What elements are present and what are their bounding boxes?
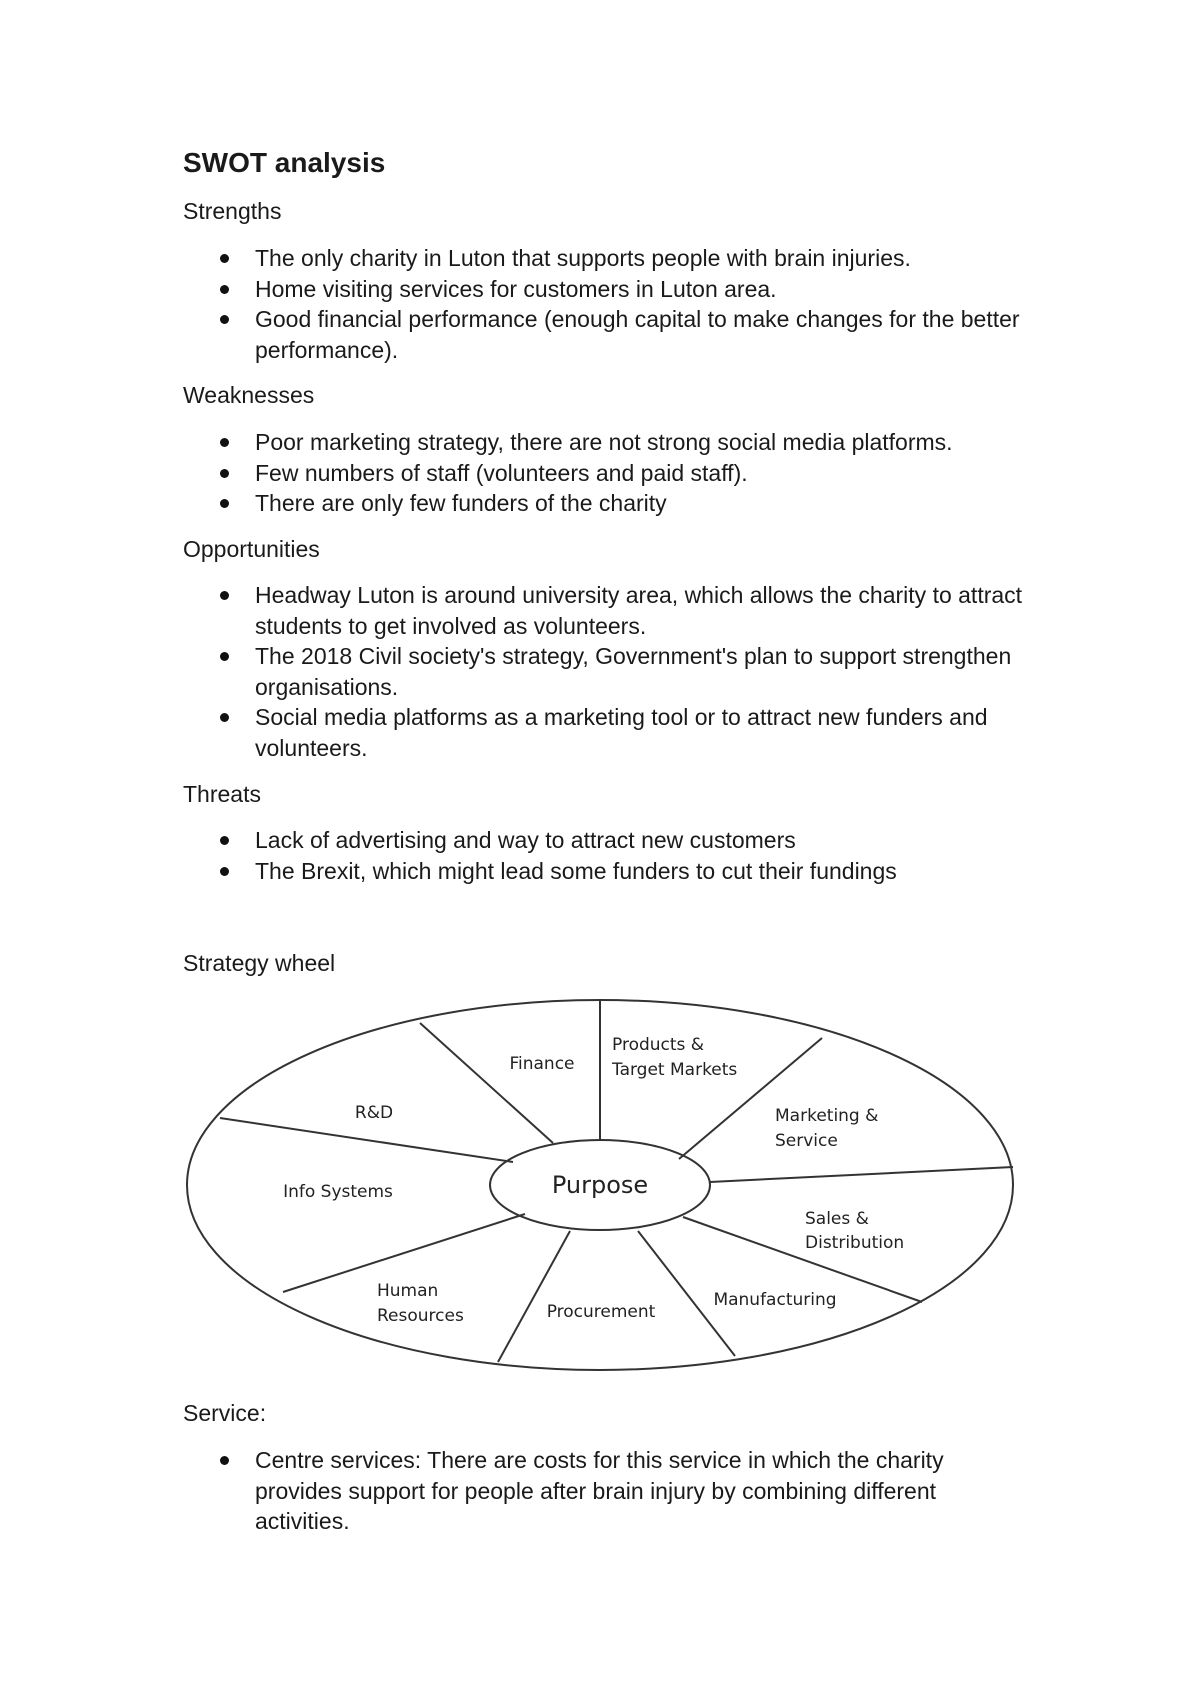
list-item: Centre services: There are costs for this service in which the charity provides support for people after brain injury by combining different activities. <box>183 1445 1023 1537</box>
list-item: Social media platforms as a marketing tool or to attract new funders and volunteers. <box>183 702 1023 763</box>
spoke <box>710 1167 1013 1182</box>
spoke <box>420 1023 553 1143</box>
list-item: Poor marketing strategy, there are not strong social media platforms. <box>183 427 1023 458</box>
list-item: Few numbers of staff (volunteers and paid staff). <box>183 458 1023 489</box>
segment-sales-label-line1: Sales & <box>805 1209 869 1229</box>
segment-procurement-label: Procurement <box>546 1302 656 1322</box>
strengths-list <box>183 243 1023 365</box>
segment-hr-label-line1: Human <box>377 1281 439 1301</box>
weaknesses-list <box>183 427 1023 519</box>
segment-marketing-label-line1: Marketing & <box>775 1106 879 1126</box>
list-item: Lack of advertising and way to attract new customers <box>183 825 1023 856</box>
segment-finance-label: Finance <box>509 1054 575 1074</box>
page-title: SWOT analysis <box>183 147 386 178</box>
strategy-wheel-heading: Strategy wheel <box>183 950 336 976</box>
list-item: The Brexit, which might lead some funders to cut their fundings <box>183 856 1023 887</box>
list-item: Home visiting services for customers in Luton area. <box>183 274 1023 305</box>
list-item: There are only few funders of the charity <box>183 488 1023 519</box>
list-item: The only charity in Luton that supports people with brain injuries. <box>183 243 1023 274</box>
spoke <box>220 1118 513 1162</box>
opportunities-list <box>183 580 1023 763</box>
list-item: Good financial performance (enough capital to make changes for the better performance). <box>183 304 1023 365</box>
service-list <box>183 1445 1023 1537</box>
segment-info-systems-label: Info Systems <box>283 1182 393 1202</box>
center-label: Purpose <box>551 1171 649 1199</box>
spoke <box>498 1231 570 1362</box>
threats-heading: Threats <box>183 781 261 807</box>
segment-manufacturing-label: Manufacturing <box>713 1290 837 1310</box>
weaknesses-heading: Weaknesses <box>183 382 315 408</box>
list-item: The 2018 Civil society's strategy, Government's plan to support strengthen organisations. <box>183 641 1023 702</box>
segment-products-label-line2: Target Markets <box>612 1060 738 1080</box>
segment-sales-label-line2: Distribution <box>805 1233 905 1253</box>
segment-products-label-line1: Products & <box>612 1035 705 1055</box>
list-item: Headway Luton is around university area, which allows the charity to attract students to get involved as volunteers. <box>183 580 1023 641</box>
service-heading: Service: <box>183 1400 267 1426</box>
strategy-wheel-diagram <box>180 995 1020 1380</box>
segment-marketing-label-line2: Service <box>775 1131 838 1151</box>
opportunities-heading: Opportunities <box>183 536 320 562</box>
strengths-heading: Strengths <box>183 198 282 224</box>
threats-list <box>183 825 1023 886</box>
segment-hr-label-line2: Resources <box>377 1306 464 1326</box>
segment-rnd-label: R&D <box>354 1103 394 1123</box>
